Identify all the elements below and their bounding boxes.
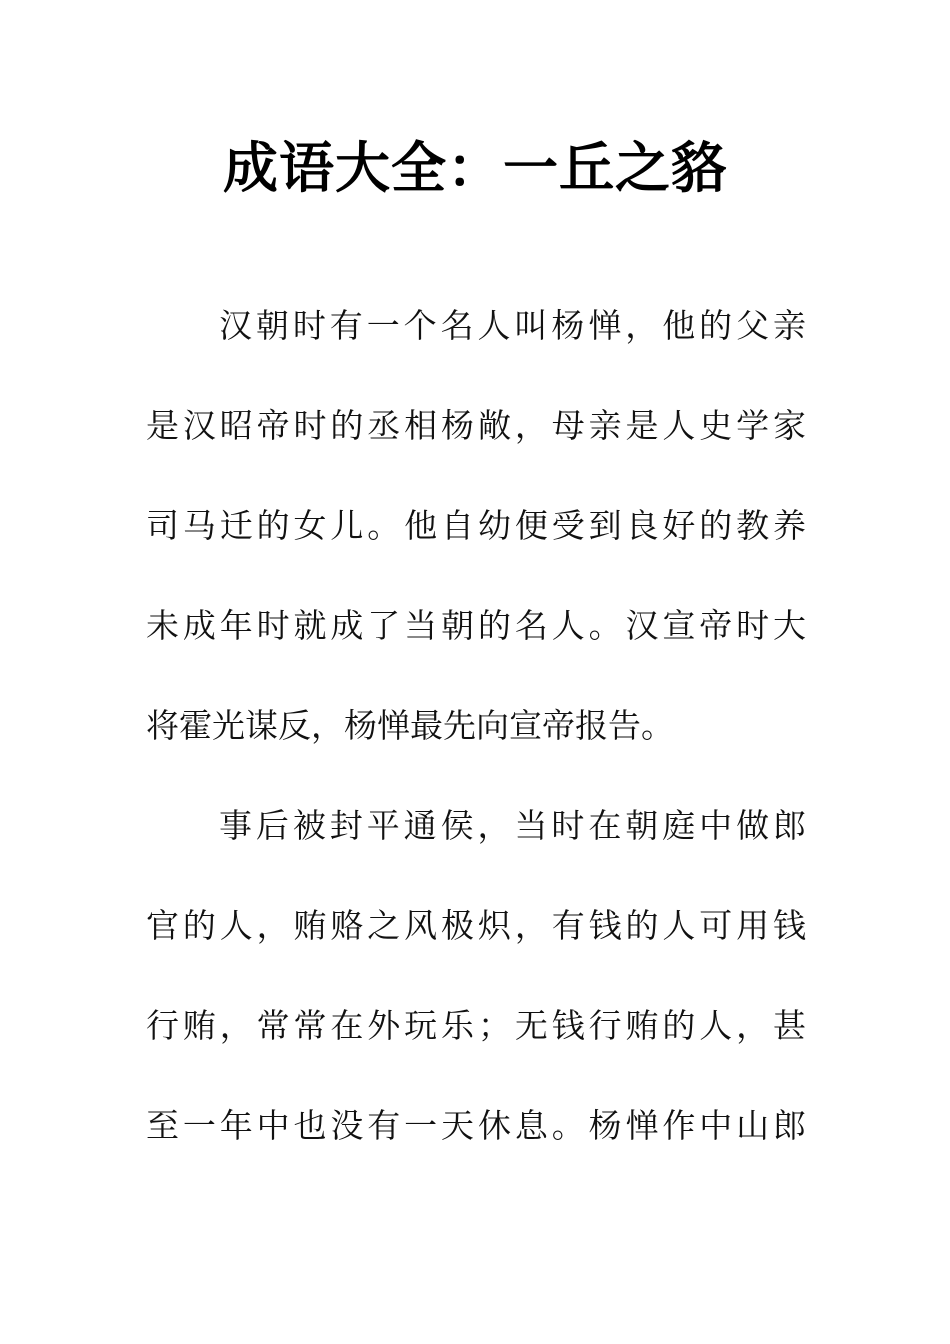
paragraph-1-line-3: 司马迁的女儿。他自幼便受到良好的教养: [146, 506, 806, 545]
paragraph-1-line-4: 未成年时就成了当朝的名人。汉宣帝时大: [146, 606, 806, 645]
document-title: 成语大全：一丘之貉: [222, 136, 727, 200]
paragraph-2-line-1: 事后被封平通侯，当时在朝庭中做郎: [219, 806, 806, 845]
document-body: [146, 293, 806, 1193]
paragraph-1-line-2: 是汉昭帝时的丞相杨敞，母亲是人史学家: [146, 406, 806, 445]
paragraph-2-line-3: 行贿，常常在外玩乐；无钱行贿的人，甚: [146, 1006, 806, 1045]
paragraph-1-line-5: 将霍光谋反，杨惮最先向宣帝报告。: [146, 706, 674, 745]
paragraph-2-line-4: 至一年中也没有一天休息。杨惮作中山郎: [146, 1106, 806, 1145]
paragraph-1-line-1: 汉朝时有一个名人叫杨惮，他的父亲: [219, 306, 806, 345]
paragraph-2-line-2: 官的人，贿赂之风极炽，有钱的人可用钱: [146, 906, 806, 945]
